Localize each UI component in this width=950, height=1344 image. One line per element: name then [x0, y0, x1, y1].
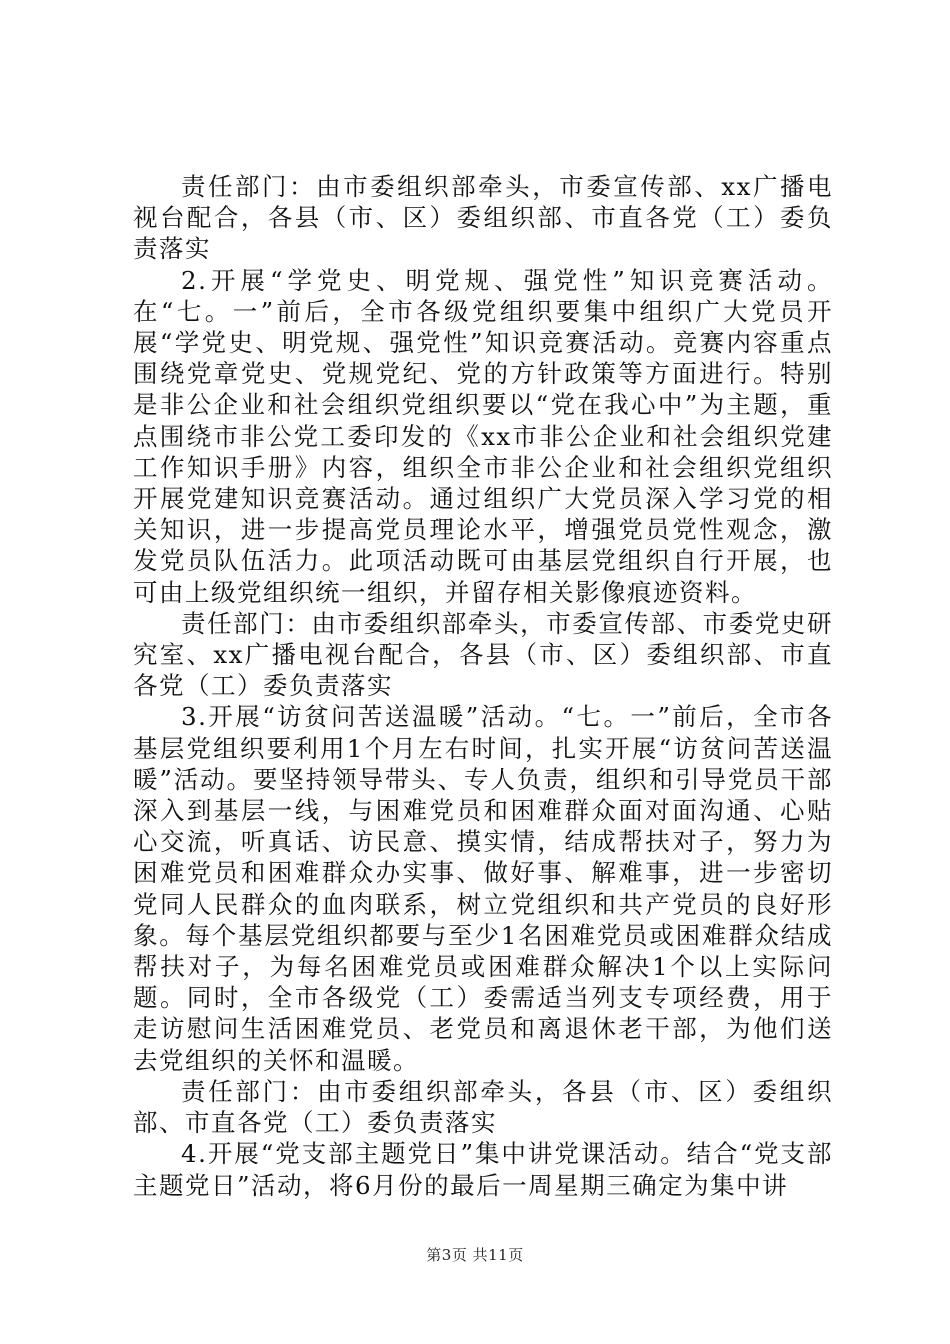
- item-4-party-lecture-paragraph: 4.开展“党支部主题党日”集中讲党课活动。结合“党支部主题党日”活动，将6月份的最后一周星期三确定为集中讲: [133, 1139, 833, 1200]
- responsibility-paragraph-3: 责任部门：由市委组织部牵头，各县（市、区）委组织部、市直各党（工）委负责落实: [133, 1076, 833, 1138]
- item-2-knowledge-contest-paragraph: 2.开展“学党史、明党规、强党性”知识竞赛活动。在“七。一”前后，全市各级党组织要集中组织广大党员开展“学党史、明党规、强党性”知识竞赛活动。竞赛内容重点围绕党章党史、党规党纪、党的方针政策等方面进行。特别是非公企业和社会组织党组织要以“党在我心中”为主题，重点围绕市非公党工委印发的《xx市非公企业和社会组织党建工作知识手册》内容，组织全市非公企业和社会组织党组织开展党建知识竞赛活动。通过组织广大党员深入学习党的相关知识，进一步提高党员理论水平，增强党员党性观念，激发党员队伍活力。此项活动既可由基层党组织自行开展，也可由上级党组织统一组织，并留存相关影像痕迹资料。: [133, 265, 833, 607]
- item-3-visit-the-poor-paragraph: 3.开展“访贫问苦送温暖”活动。“七。一”前后，全市各基层党组织要利用1个月左右时间，扎实开展“访贫问苦送温暖”活动。要坚持领导带头、专人负责，组织和引导党员干部深入到基层一线，与困难党员和困难群众面对面沟通、心贴心交流，听真话、访民意、摸实情，结成帮扶对子，努力为困难党员和困难群众办实事、做好事、解难事，进一步密切党同人民群众的血肉联系，树立党组织和共产党员的良好形象。每个基层党组织都要与至少1名困难党员或困难群众结成帮扶对子，为每名困难党员或困难群众解决1个以上实际问题。同时，全市各级党（工）委需适当列支专项经费，用于走访慰问生活困难党员、老党员和离退休老干部，为他们送去党组织的关怀和温暖。: [133, 702, 833, 1075]
- page-number-footer: 第3页 共11页: [426, 1246, 524, 1264]
- responsibility-paragraph-2: 责任部门：由市委组织部牵头，市委宣传部、市委党史研究室、xx广播电视台配合，各县（市、区）委组织部、市直各党（工）委负责落实: [133, 608, 833, 701]
- responsibility-paragraph-1: 责任部门：由市委组织部牵头，市委宣传部、xx广播电视台配合，各县（市、区）委组织部、市直各党（工）委负责落实: [133, 172, 833, 264]
- document-body: [133, 171, 833, 1201]
